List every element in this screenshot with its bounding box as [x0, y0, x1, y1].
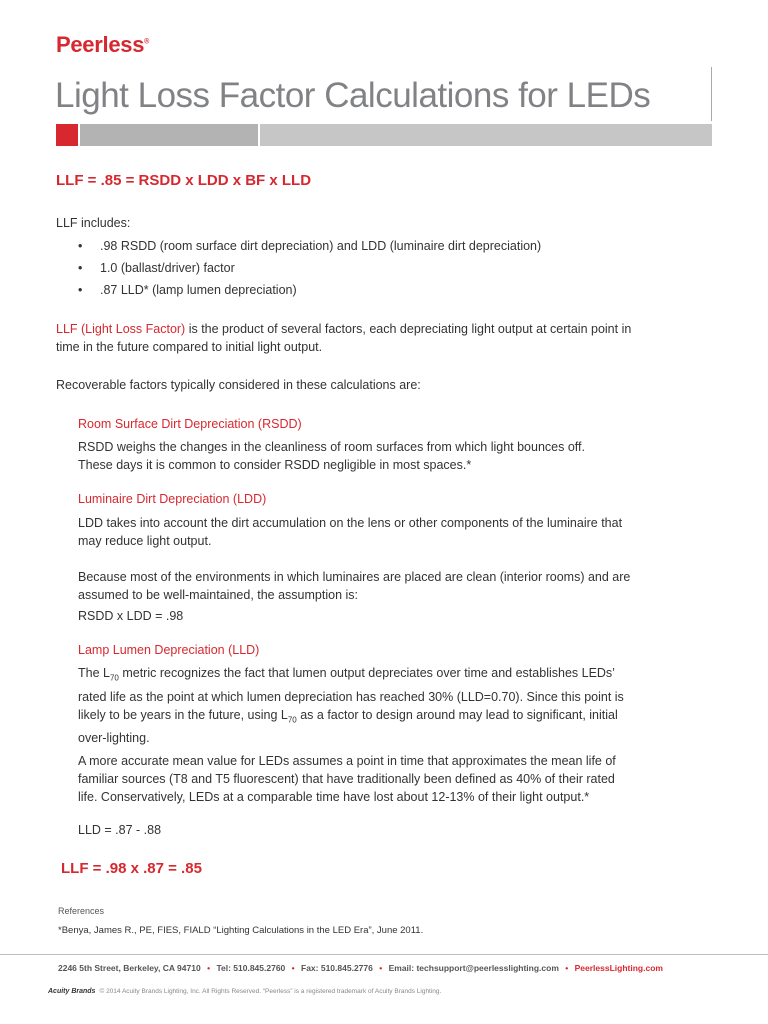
rsdd-ldd-result: RSDD x LDD = .98 [78, 609, 184, 623]
rsdd-heading: Room Surface Dirt Depreciation (RSDD) [78, 417, 302, 431]
intro-paragraph [56, 320, 706, 356]
ldd-paragraph [78, 514, 622, 550]
footer-address: 2246 5th Street, Berkeley, CA 94710 [58, 963, 201, 973]
lld-text: likely to be years in the future, using [78, 707, 281, 722]
lld-text: as a factor to design around may lead to significant, initial [296, 707, 618, 722]
ldd-heading: Luminaire Dirt Depreciation (LDD) [78, 492, 267, 506]
final-formula: LLF = .98 x .87 = .85 [61, 860, 202, 877]
bullet-separator: • [291, 963, 295, 973]
lld-p2-line-1: A more accurate mean value for LEDs assumes a point in time that approximates the mean life of [78, 754, 616, 768]
ldd-line-2: may reduce light output. [78, 534, 212, 548]
accent-bar-grey-long [260, 124, 712, 146]
brand-line [48, 988, 441, 995]
l70-symbol: L [103, 666, 110, 680]
footer-website-link[interactable]: PeerlessLighting.com [574, 963, 663, 973]
footer-fax: Fax: 510.845.2776 [301, 963, 373, 973]
copyright-text: © 2014 Acuity Brands Lighting, Inc. All Rights Reserved. “Peerless” is a registered trademark of Acuity Brands Lighting. [99, 988, 442, 995]
includes-list [78, 235, 541, 301]
acuity-brands-logo: Acuity Brands [48, 988, 96, 995]
ldd-line-1: LDD takes into account the dirt accumulation on the lens or other components of the luminaire that [78, 516, 623, 530]
title-divider [711, 67, 712, 121]
recoverable-text: Recoverable factors typically considered in these calculations are: [56, 378, 421, 392]
logo-text: Peerless [56, 32, 145, 57]
footer-email[interactable]: Email: techsupport@peerlesslighting.com [388, 963, 559, 973]
rsdd-paragraph [78, 438, 585, 474]
footer-contact [58, 963, 663, 973]
llf-formula: LLF = .85 = RSDD x LDD x BF x LLD [56, 172, 312, 189]
intro-line-2: time in the future compared to initial light output. [56, 340, 323, 354]
accent-bar-grey-short [80, 124, 258, 146]
ldd-line-4: assumed to be well-maintained, the assumption is: [78, 588, 359, 602]
lld-text: metric recognizes the fact that lumen output depreciates over time and establishes LEDs’ [118, 666, 615, 680]
footer-tel: Tel: 510.845.2760 [216, 963, 286, 973]
lld-p2-line-3: life. Conservatively, LEDs at a comparable time have lost about 12-13% of their light output.* [78, 790, 590, 804]
bullet-separator: • [379, 963, 383, 973]
registered-mark: ® [144, 38, 149, 46]
ldd-line-3: Because most of the environments in which luminaires are placed are clean (interior rooms) and are [78, 570, 631, 584]
rsdd-line-1: RSDD weighs the changes in the cleanliness of room surfaces from which light bounces off. [78, 440, 585, 454]
ldd-assumption [78, 568, 630, 604]
list-item: • .87 LLD* (lamp lumen depreciation) [78, 279, 541, 301]
list-item: • .98 RSDD (room surface dirt depreciation) and LDD (luminaire dirt depreciation) [78, 235, 541, 257]
lld-result: LLD = .87 - .88 [78, 823, 162, 837]
reference-citation: *Benya, James R., PE, FIES, FIALD “Lighting Calculations in the LED Era”, June 2011. [58, 925, 424, 936]
lld-paragraph-1 [78, 664, 624, 747]
lld-line-2: rated life as the point at which lumen depreciation has reached 30% (LLD=0.70). Since this point is [78, 689, 624, 704]
lld-paragraph-2 [78, 752, 616, 806]
accent-bar-red [56, 124, 78, 146]
rsdd-line-2: These days it is common to consider RSDD negligible in most spaces.* [78, 458, 472, 472]
llf-term: LLF (Light Loss Factor) [56, 322, 186, 336]
references-heading: References [58, 906, 105, 916]
footer-divider [0, 954, 768, 955]
lld-p2-line-2: familiar sources (T8 and T5 fluorescent) that have traditionally been defined as 40% of their rated [78, 772, 615, 786]
l70-subscript: 70 [287, 715, 297, 724]
l70-subscript: 70 [109, 673, 119, 683]
l70-symbol: L [280, 707, 288, 722]
bullet-separator: • [565, 963, 569, 973]
includes-label: LLF includes: [56, 216, 131, 230]
lld-text: The [78, 666, 104, 680]
list-item: • 1.0 (ballast/driver) factor [78, 257, 541, 279]
peerless-logo [56, 32, 149, 58]
intro-line-1: is the product of several factors, each depreciating light output at certain point in [185, 322, 632, 336]
lld-line-4: over-lighting. [78, 731, 150, 745]
bullet-separator: • [207, 963, 211, 973]
page-title: Light Loss Factor Calculations for LEDs [55, 76, 651, 115]
lld-heading: Lamp Lumen Depreciation (LLD) [78, 643, 260, 657]
